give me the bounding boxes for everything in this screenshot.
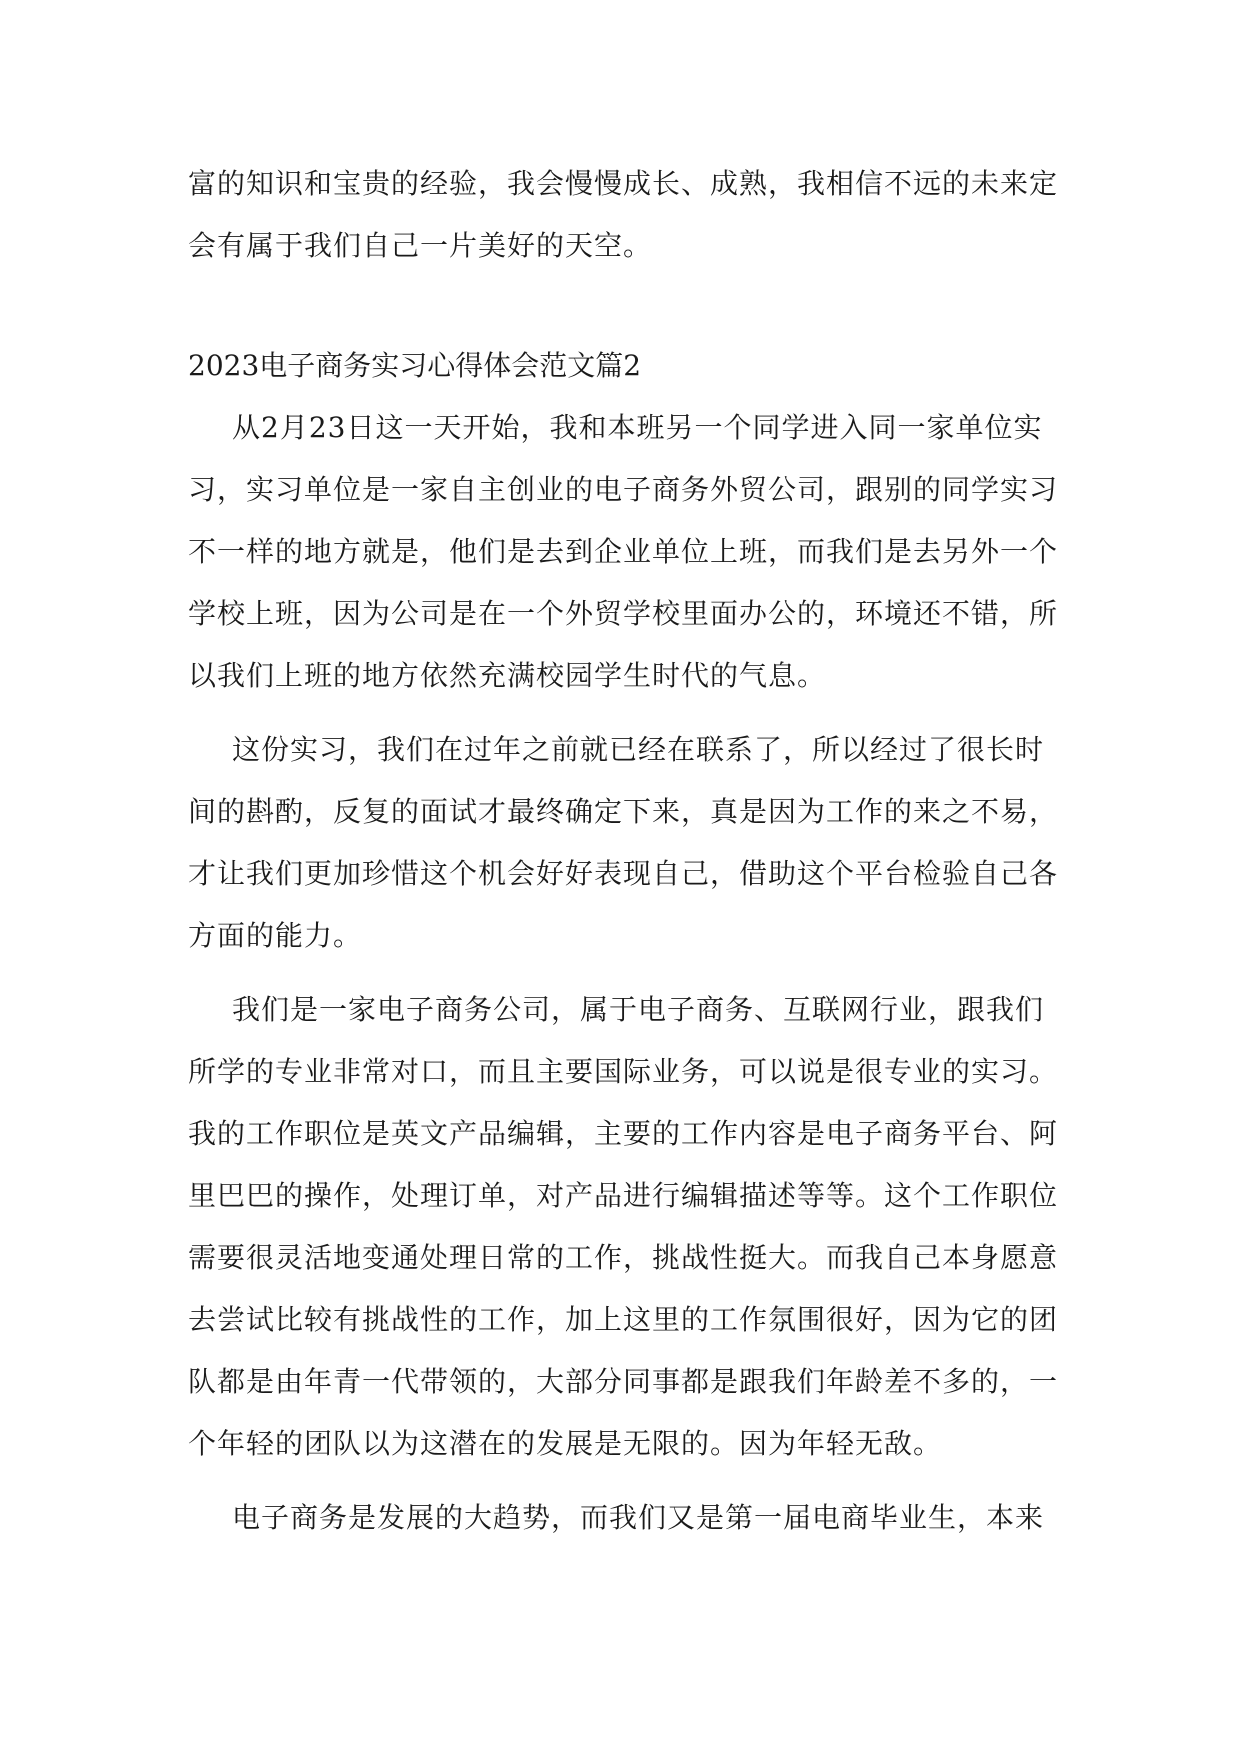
text-line: 学校上班，因为公司是在一个外贸学校里面办公的，环境还不错，所 <box>188 597 1059 630</box>
text-line: 里巴巴的操作，处理订单，对产品进行编辑描述等等。这个工作职位 <box>188 1179 1059 1212</box>
text-line: 以我们上班的地方依然充满校园学生时代的气息。 <box>188 659 827 692</box>
spacer <box>188 967 1060 979</box>
text-line: 才让我们更加珍惜这个机会好好表现自己，借助这个平台检验自己各 <box>188 857 1059 890</box>
text-line: 习，实习单位是一家自主创业的电子商务外贸公司，跟别的同学实习 <box>188 473 1059 506</box>
section-heading: 2023电子商务实习心得体会范文篇2 <box>188 349 642 382</box>
text-line: 我们是一家电子商务公司，属于电子商务、互联网行业，跟我们 <box>232 993 1045 1026</box>
text-line: 需要很灵活地变通处理日常的工作，挑战性挺大。而我自己本身愿意 <box>188 1241 1059 1274</box>
text-line: 队都是由年青一代带领的，大部分同事都是跟我们年龄差不多的，一 <box>188 1365 1059 1398</box>
paragraph-1 <box>188 397 1060 707</box>
text-line: 方面的能力。 <box>188 919 363 952</box>
text-line: 所学的专业非常对口，而且主要国际业务，可以说是很专业的实习。 <box>188 1055 1059 1088</box>
text-line: 间的斟酌，反复的面试才最终确定下来，真是因为工作的来之不易， <box>188 795 1059 828</box>
text-line: 我的工作职位是英文产品编辑，主要的工作内容是电子商务平台、阿 <box>188 1117 1059 1150</box>
spacer <box>188 1475 1060 1487</box>
text-line: 电子商务是发展的大趋势，而我们又是第一届电商毕业生，本来 <box>232 1501 1045 1534</box>
spacer <box>188 277 1060 335</box>
paragraph-3 <box>188 979 1060 1475</box>
text-line: 这份实习，我们在过年之前就已经在联系了，所以经过了很长时 <box>232 733 1045 766</box>
paragraph-2 <box>188 719 1060 967</box>
text-line: 会有属于我们自己一片美好的天空。 <box>188 229 653 262</box>
intro-paragraph <box>188 153 1060 277</box>
text-line: 富的知识和宝贵的经验，我会慢慢成长、成熟，我相信不远的未来定 <box>188 167 1059 200</box>
paragraph-4 <box>188 1487 1060 1549</box>
document-body <box>188 153 1060 1549</box>
text-line: 不一样的地方就是，他们是去到企业单位上班，而我们是去另外一个 <box>188 535 1059 568</box>
text-line: 从2月23日这一天开始，我和本班另一个同学进入同一家单位实 <box>232 411 1043 444</box>
spacer <box>188 707 1060 719</box>
text-line: 去尝试比较有挑战性的工作，加上这里的工作氛围很好，因为它的团 <box>188 1303 1059 1336</box>
text-line: 个年轻的团队以为这潜在的发展是无限的。因为年轻无敌。 <box>188 1427 943 1460</box>
